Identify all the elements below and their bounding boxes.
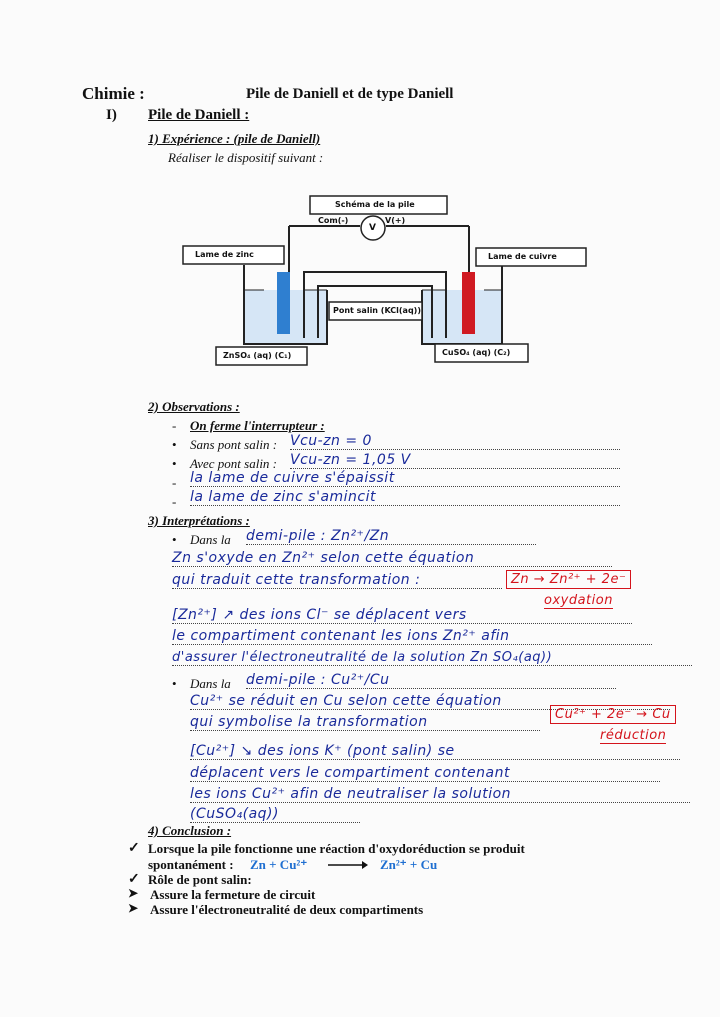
subject-title: Chimie : — [82, 84, 145, 103]
zinc-bullet: • — [172, 532, 177, 547]
conclusion-heading: 4) Conclusion : — [148, 823, 232, 838]
copper-line-5: déplacent vers le compartiment contenant — [190, 765, 660, 782]
right-solution-label: CuSO₄ (aq) (C₂) — [442, 348, 511, 357]
copper-equation: Cu²⁺ + 2e⁻ → Cu — [550, 705, 676, 724]
zinc-line-3: qui traduit cette transformation : — [172, 572, 502, 589]
arrow-bullet-icon: ➤ — [128, 886, 139, 900]
zinc-label: Dans la — [190, 532, 231, 547]
obs-dash-3: - — [172, 475, 177, 490]
zinc-line-1: demi-pile : Zn²⁺/Zn — [246, 528, 536, 545]
obs-answer-1: Vcu-zn = 0 — [290, 433, 620, 450]
obs-answer-2: Vcu-zn = 1,05 V — [290, 452, 620, 469]
obs-label-1: Sans pont salin : — [190, 437, 278, 452]
obs-answer-3: la lame de cuivre s'épaissit — [190, 470, 620, 487]
zinc-line-2: Zn s'oxyde en Zn²⁺ selon cette équation — [172, 550, 612, 567]
diagram-com-label: Com(-) — [318, 216, 349, 225]
voltmeter-label: V — [369, 223, 376, 233]
interpretations-heading: 3) Interprétations : — [148, 513, 250, 528]
copper-line-1: demi-pile : Cu²⁺/Cu — [246, 672, 616, 689]
obs-answer-4: la lame de zinc s'amincit — [190, 489, 620, 506]
reaction-right: Zn²⁺ + Cu — [380, 857, 438, 872]
role-item-1: Assure la fermeture de circuit — [150, 887, 316, 902]
conclusion-line-1: Lorsque la pile fonctionne une réaction d'oxydoréduction se produit — [148, 841, 525, 856]
zinc-line-6: d'assurer l'électroneutralité de la solution Zn SO₄(aq)) — [172, 650, 692, 666]
zinc-line-4: [Zn²⁺] ↗ des ions Cl⁻ se déplacent vers — [172, 607, 632, 624]
copper-line-7: (CuSO₄(aq)) — [190, 806, 360, 823]
role-heading: Rôle de pont salin: — [148, 872, 252, 887]
obs-bullet-1: • — [172, 437, 177, 452]
obs-dash-4: - — [172, 494, 177, 509]
page-title: Pile de Daniell et de type Daniell — [246, 86, 454, 102]
conclusion-line-2: spontanément : — [148, 857, 234, 872]
salt-bridge-label: Pont salin (KCl(aq)) — [333, 306, 421, 315]
obs-label-2: Avec pont salin : — [190, 456, 278, 471]
zinc-line-5: le compartiment contenant les ions Zn²⁺ afin — [172, 628, 652, 645]
copper-tag: réduction — [600, 728, 667, 743]
copper-label: Dans la — [190, 676, 231, 691]
left-electrode-label: Lame de zinc — [195, 250, 254, 259]
right-electrode-label: Lame de cuivre — [488, 252, 557, 261]
diagram-plus-label: V(+) — [385, 216, 406, 225]
reaction-arrow-icon — [328, 860, 368, 870]
copper-line-6: les ions Cu²⁺ afin de neutraliser la solution — [190, 786, 690, 803]
observations-heading: 2) Observations : — [148, 399, 240, 414]
diagram-title: Schéma de la pile — [335, 200, 415, 209]
copper-line-4: [Cu²⁺] ↘ des ions K⁺ (pont salin) se — [190, 743, 680, 760]
left-solution-label: ZnSO₄ (aq) (C₁) — [223, 351, 292, 360]
check-icon-2: ✓ — [128, 872, 140, 887]
zinc-tag: oxydation — [544, 593, 613, 608]
copper-line-2: Cu²⁺ se réduit en Cu selon cette équation — [190, 693, 670, 710]
section-heading: Pile de Daniell : — [148, 107, 250, 123]
copper-bullet: • — [172, 676, 177, 691]
role-item-2: Assure l'électroneutralité de deux compartiments — [150, 902, 424, 917]
experience-instruction: Réaliser le dispositif suivant : — [168, 150, 324, 165]
zinc-equation: Zn → Zn²⁺ + 2e⁻ — [506, 570, 631, 589]
section-number: I) — [106, 107, 117, 123]
experience-heading: 1) Expérience : (pile de Daniell) — [148, 131, 321, 146]
zinc-plate — [277, 272, 290, 334]
copper-line-3: qui symbolise la transformation — [190, 714, 540, 731]
check-icon: ✓ — [128, 841, 140, 856]
obs-bullet-2: • — [172, 456, 177, 471]
reaction-left: Zn + Cu²⁺ — [250, 857, 308, 872]
copper-plate — [462, 272, 475, 334]
observations-subheading: On ferme l'interrupteur : — [190, 418, 325, 433]
arrow-bullet-icon-2: ➤ — [128, 901, 139, 915]
observations-dash: - — [172, 418, 177, 433]
